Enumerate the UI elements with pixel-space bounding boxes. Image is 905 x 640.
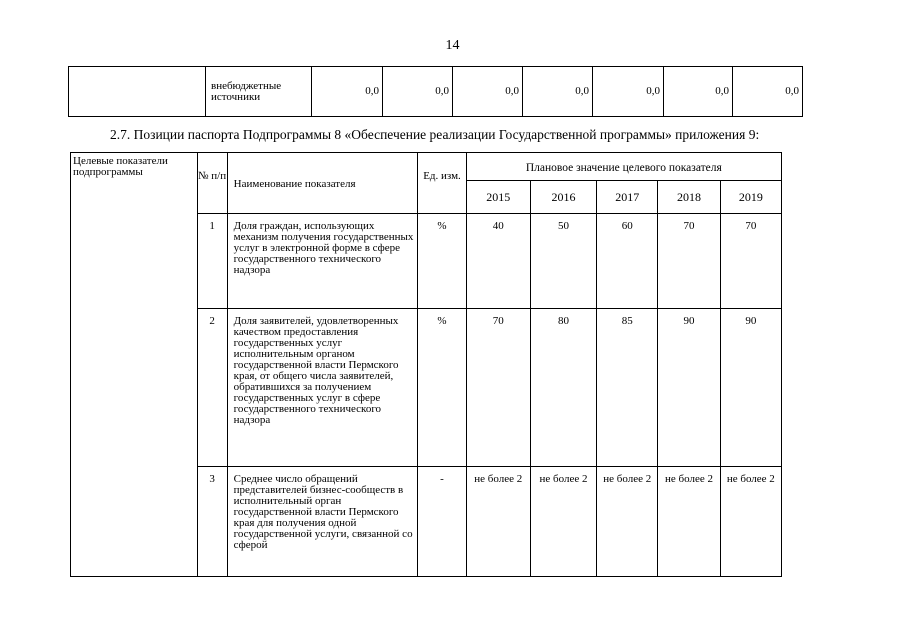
- year-header: 2015: [466, 181, 530, 214]
- header-name: Наименование показателя: [227, 153, 418, 214]
- value-cell: 0,0: [523, 67, 593, 117]
- value-cell: 40: [466, 214, 530, 309]
- value-cell: не более 2: [530, 467, 596, 577]
- value-cell: 0,0: [664, 67, 733, 117]
- header-num: № п/п: [197, 153, 227, 214]
- target-indicators-table: [70, 152, 782, 577]
- value-cell: не более 2: [466, 467, 530, 577]
- indicator-name: Доля заявителей, удовлетворенных качеством предоставления государственных услуг исполнительным органом государственной власти Пермского края, от общего числа заявителей, обратившихся за получением государственных услуг в сфере государственного технического надзора: [227, 309, 418, 467]
- target-indicators-label: Целевые показатели подпрограммы: [71, 153, 198, 577]
- header-row: [71, 153, 782, 181]
- page-number: 14: [445, 38, 460, 53]
- value-cell: 0,0: [453, 67, 523, 117]
- section-heading: 2.7. Позиции паспорта Подпрограммы 8 «Обеспечение реализации Государственной программы» приложения 9:: [110, 127, 760, 142]
- indicator-unit: %: [418, 214, 466, 309]
- empty-cell: [69, 67, 206, 117]
- value-cell: 90: [720, 309, 781, 467]
- value-cell: 0,0: [312, 67, 383, 117]
- value-cell: 90: [658, 309, 720, 467]
- year-header: 2019: [720, 181, 781, 214]
- value-cell: 0,0: [593, 67, 664, 117]
- year-header: 2017: [597, 181, 658, 214]
- source-label: внебюджетные источники: [206, 67, 312, 117]
- header-unit: Ед. изм.: [418, 153, 466, 214]
- table-row: [69, 67, 803, 117]
- value-cell: 70: [658, 214, 720, 309]
- value-cell: 85: [597, 309, 658, 467]
- value-cell: 70: [720, 214, 781, 309]
- value-cell: 80: [530, 309, 596, 467]
- row-number: 1: [197, 214, 227, 309]
- value-cell: 70: [466, 309, 530, 467]
- row-number: 2: [197, 309, 227, 467]
- value-cell: 60: [597, 214, 658, 309]
- value-cell: 50: [530, 214, 596, 309]
- row-number: 3: [197, 467, 227, 577]
- value-cell: не более 2: [720, 467, 781, 577]
- indicator-unit: %: [418, 309, 466, 467]
- indicator-name: Среднее число обращений представителей бизнес-сообществ в исполнительный орган государственной власти Пермского края для получения одной государственной услуги, связанной со сферой: [227, 467, 418, 577]
- indicator-name: Доля граждан, использующих механизм получения государственных услуг в электронной форме в сфере государственного технического надзора: [227, 214, 418, 309]
- year-header: 2016: [530, 181, 596, 214]
- year-header: 2018: [658, 181, 720, 214]
- value-cell: 0,0: [733, 67, 803, 117]
- header-plan: Плановое значение целевого показателя: [466, 153, 781, 181]
- value-cell: 0,0: [383, 67, 453, 117]
- indicator-unit: -: [418, 467, 466, 577]
- value-cell: не более 2: [658, 467, 720, 577]
- funding-table-continuation: [68, 66, 803, 117]
- value-cell: не более 2: [597, 467, 658, 577]
